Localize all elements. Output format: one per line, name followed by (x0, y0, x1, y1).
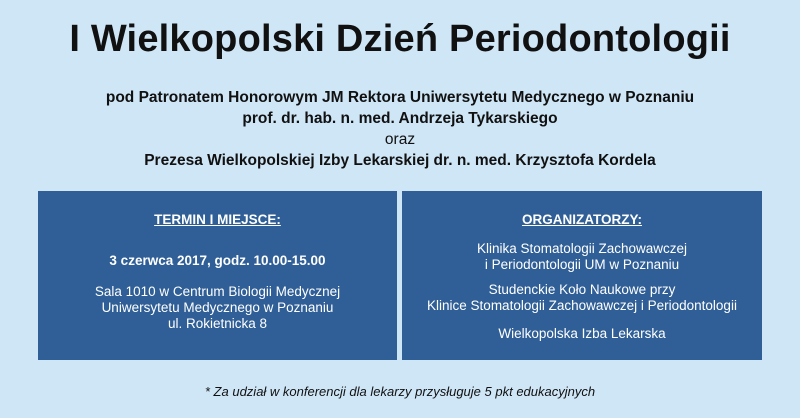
event-date: 3 czerwca 2017, godz. 10.00-15.00 (109, 253, 326, 268)
organizer-item (402, 282, 762, 314)
venue-line: ul. Rokietnicka 8 (167, 316, 268, 331)
organizer-item (402, 326, 762, 342)
footnote-credits: * Za udział w konferencji dla lekarzy przysługuje 5 pkt edukacyjnych (204, 384, 596, 399)
organizer-line: Klinice Stomatologii Zachowawczej i Periodontologii (427, 298, 737, 313)
patronage-line-rector-name: prof. dr. hab. n. med. Andrzeja Tykarskiego (242, 110, 558, 127)
date-place-heading: TERMIN I MIEJSCE: (154, 212, 281, 227)
patronage-line-chamber-president: Prezesa Wielkopolskiej Izby Lekarskiej dr. n. med. Krzysztofa Kordela (144, 152, 656, 169)
organizer-line: Wielkopolska Izba Lekarska (498, 326, 666, 341)
patronage-block (0, 87, 800, 171)
organizer-item (402, 241, 762, 273)
patronage-line-rector: pod Patronatem Honorowym JM Rektora Uniwersytetu Medycznego w Poznaniu (105, 89, 695, 106)
patronage-line-conjunction: oraz (384, 131, 416, 148)
venue-line: Uniwersytetu Medycznego w Poznaniu (101, 300, 334, 315)
event-venue (38, 284, 397, 332)
organizers-heading: ORGANIZATORZY: (522, 212, 642, 227)
date-place-box (38, 191, 397, 360)
organizer-line: i Periodontologii UM w Poznaniu (484, 257, 680, 272)
organizer-line: Studenckie Koło Naukowe przy (488, 282, 676, 297)
organizer-line: Klinika Stomatologii Zachowawczej (476, 241, 688, 256)
page-title: I Wielkopolski Dzień Periodontologii (69, 18, 731, 60)
organizers-box (402, 191, 762, 360)
venue-line: Sala 1010 w Centrum Biologii Medycznej (94, 284, 341, 299)
